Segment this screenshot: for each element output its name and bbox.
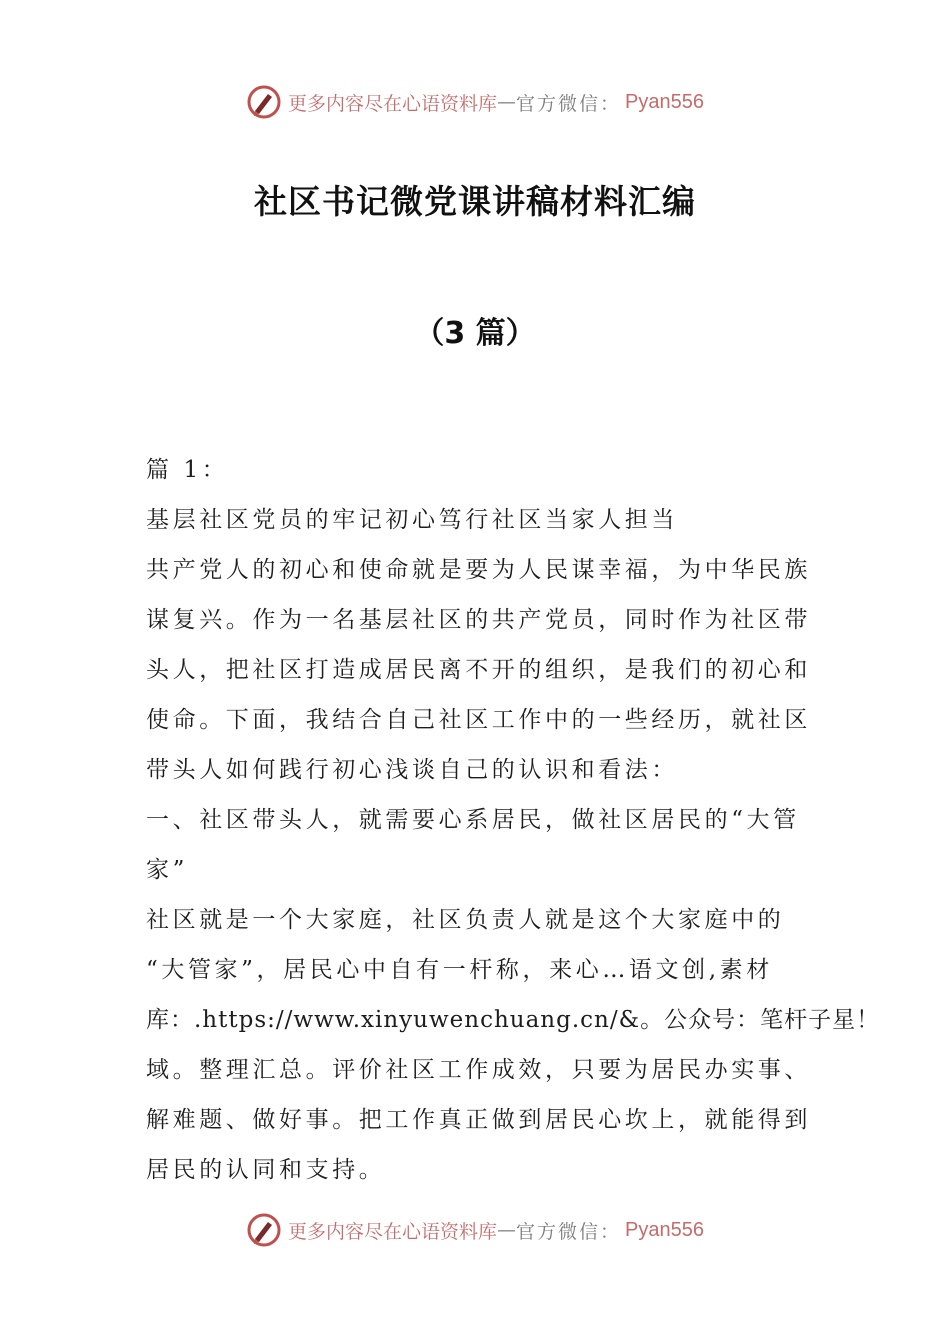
body-line: 谋复兴。作为一名基层社区的共产党员，同时作为社区带	[146, 607, 811, 633]
body-line: 头人，把社区打造成居民离不开的组织，是我们的初心和	[146, 657, 811, 683]
pen-logo-icon	[246, 84, 282, 120]
body-line: 带头人如何践行初心浅谈自己的认识和看法：	[146, 757, 678, 783]
banner-wechat-label: 官方微信：	[516, 92, 622, 115]
body-line: 家”	[146, 857, 188, 883]
document-body	[146, 445, 881, 1195]
banner-wechat-id: Pyan556	[625, 1218, 704, 1241]
body-line: 库：.https://www.xinyuwenchuang.cn/&。公众号：笔杆子星！	[146, 1007, 881, 1033]
banner-wechat-id: Pyan556	[625, 90, 704, 113]
banner-wechat-label: 官方微信：	[516, 1220, 622, 1243]
pen-logo-icon	[246, 1212, 282, 1248]
banner-dash: —	[497, 91, 517, 113]
body-line: 基层社区党员的牢记初心笃行社区当家人担当	[146, 507, 678, 533]
body-line: 居民的认同和支持。	[146, 1157, 386, 1183]
document-title: 社区书记微党课讲稿材料汇编	[254, 182, 696, 221]
body-line: 一、社区带头人，就需要心系居民，做社区居民的“大管	[146, 807, 800, 833]
banner-main-text: 更多内容尽在心语资料库	[288, 92, 498, 115]
body-line: 域。整理汇总。评价社区工作成效，只要为居民办实事、	[146, 1057, 811, 1083]
body-line: 社区就是一个大家庭，社区负责人就是这个大家庭中的	[146, 907, 785, 933]
footer-watermark-banner	[0, 1210, 950, 1250]
body-line: 篇 1：	[146, 457, 229, 483]
body-line: “大管家”，居民心中自有一杆称，来心…语文创,素材	[146, 957, 773, 983]
body-line: 共产党人的初心和使命就是要为人民谋幸福，为中华民族	[146, 557, 811, 583]
body-line: 解难题、做好事。把工作真正做到居民心坎上，就能得到	[146, 1107, 811, 1133]
header-watermark-banner	[0, 82, 950, 122]
body-line: 使命。下面，我结合自己社区工作中的一些经历，就社区	[146, 707, 811, 733]
banner-dash: —	[497, 1219, 517, 1241]
banner-main-text: 更多内容尽在心语资料库	[288, 1220, 498, 1243]
document-subtitle: （3 篇）	[414, 316, 536, 351]
